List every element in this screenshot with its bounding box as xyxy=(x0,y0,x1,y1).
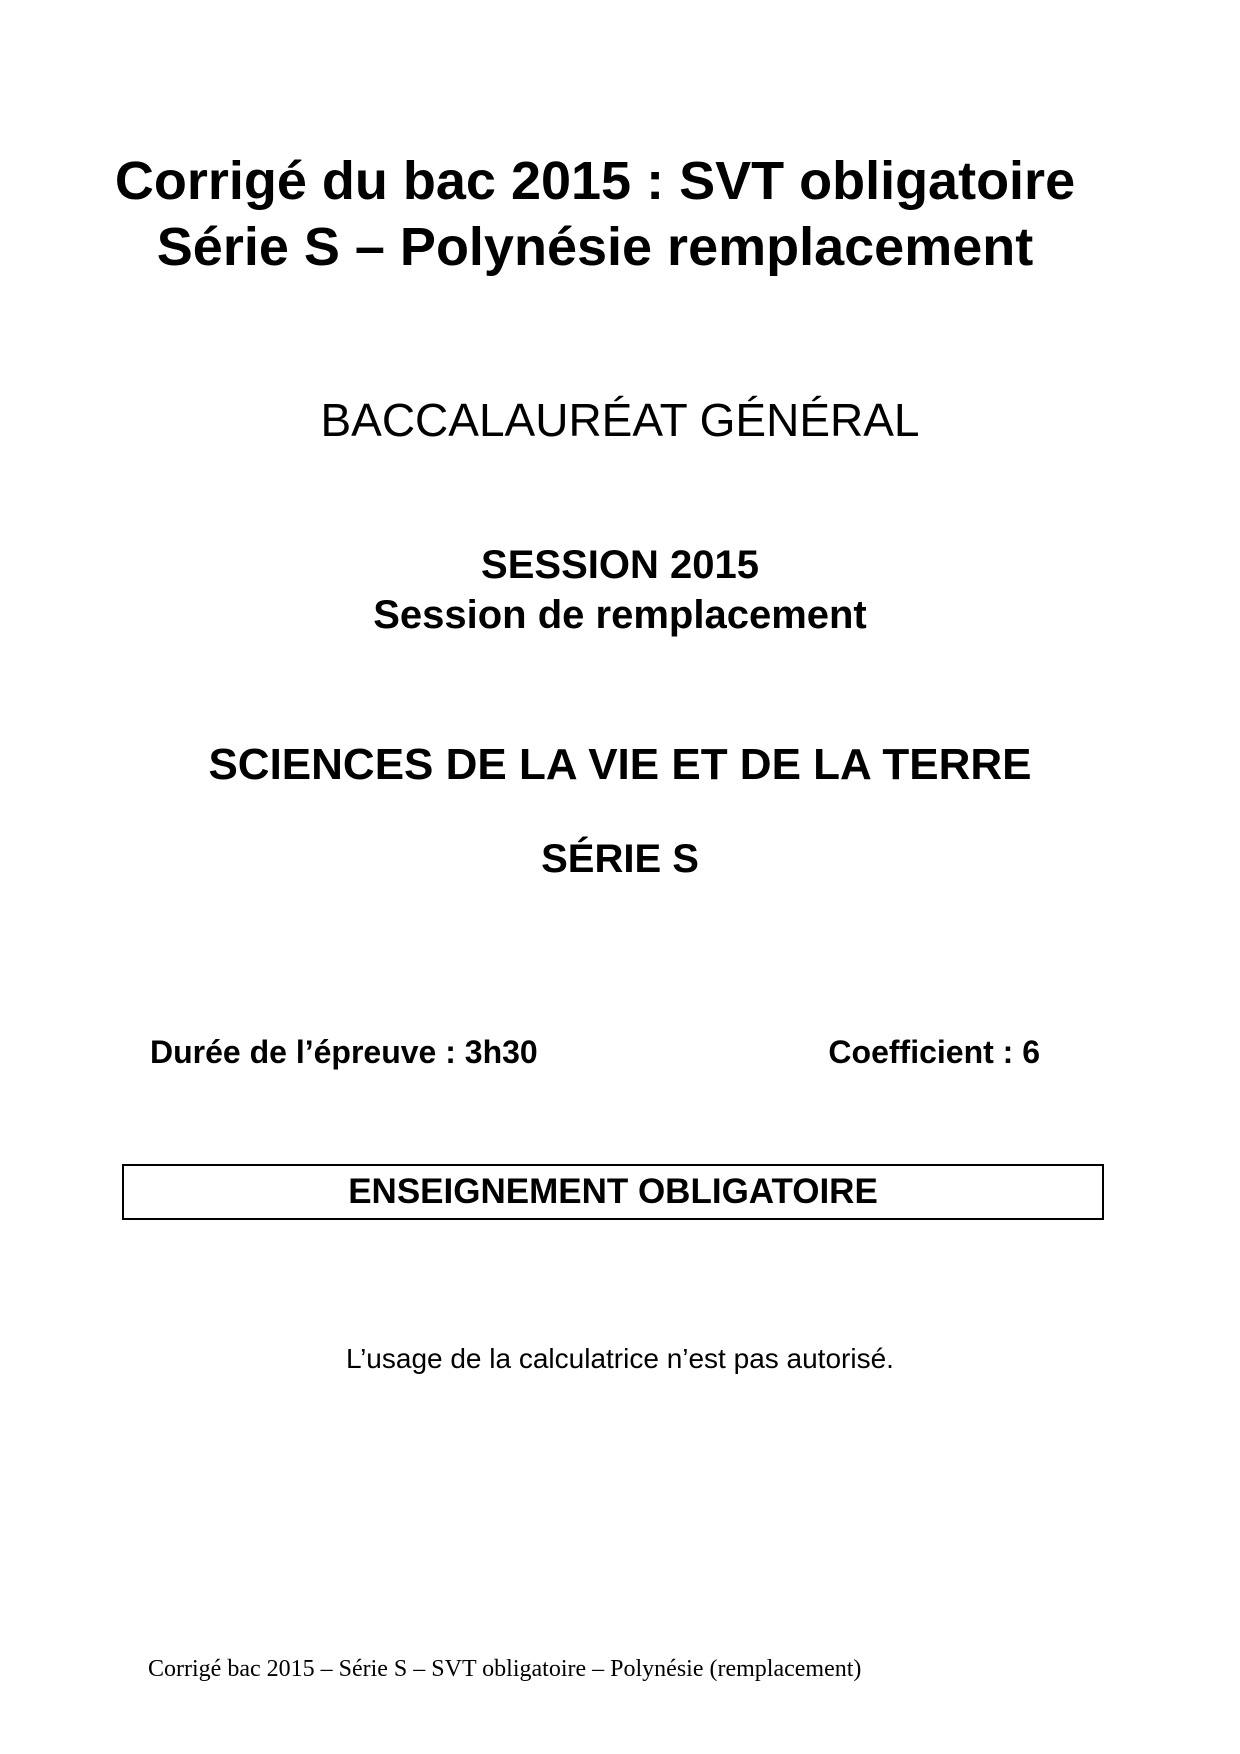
exam-type: BACCALAURÉAT GÉNÉRAL xyxy=(320,394,920,446)
session-info xyxy=(0,540,1240,640)
session-line-2: Session de remplacement xyxy=(373,593,867,637)
exam-duration: Durée de l’épreuve : 3h30 xyxy=(150,1034,538,1070)
enseignement-box: ENSEIGNEMENT OBLIGATOIRE xyxy=(122,1164,1104,1220)
document-title xyxy=(0,148,1190,280)
subject-heading: SCIENCES DE LA VIE ET DE LA TERRE xyxy=(208,740,1032,789)
calculator-note: L’usage de la calculatrice n’est pas autorisé. xyxy=(346,1343,894,1374)
page-footer: Corrigé bac 2015 – Série S – SVT obligatoire – Polynésie (remplacement) xyxy=(148,1656,862,1682)
session-line-1: SESSION 2015 xyxy=(481,543,759,587)
exam-coefficient: Coefficient : 6 xyxy=(828,1034,1040,1070)
title-line-1: Corrigé du bac 2015 : SVT obligatoire xyxy=(114,151,1076,211)
exam-info-row xyxy=(150,1030,1040,1074)
title-line-2: Série S – Polynésie remplacement xyxy=(156,217,1034,277)
serie-heading: SÉRIE S xyxy=(541,837,699,881)
